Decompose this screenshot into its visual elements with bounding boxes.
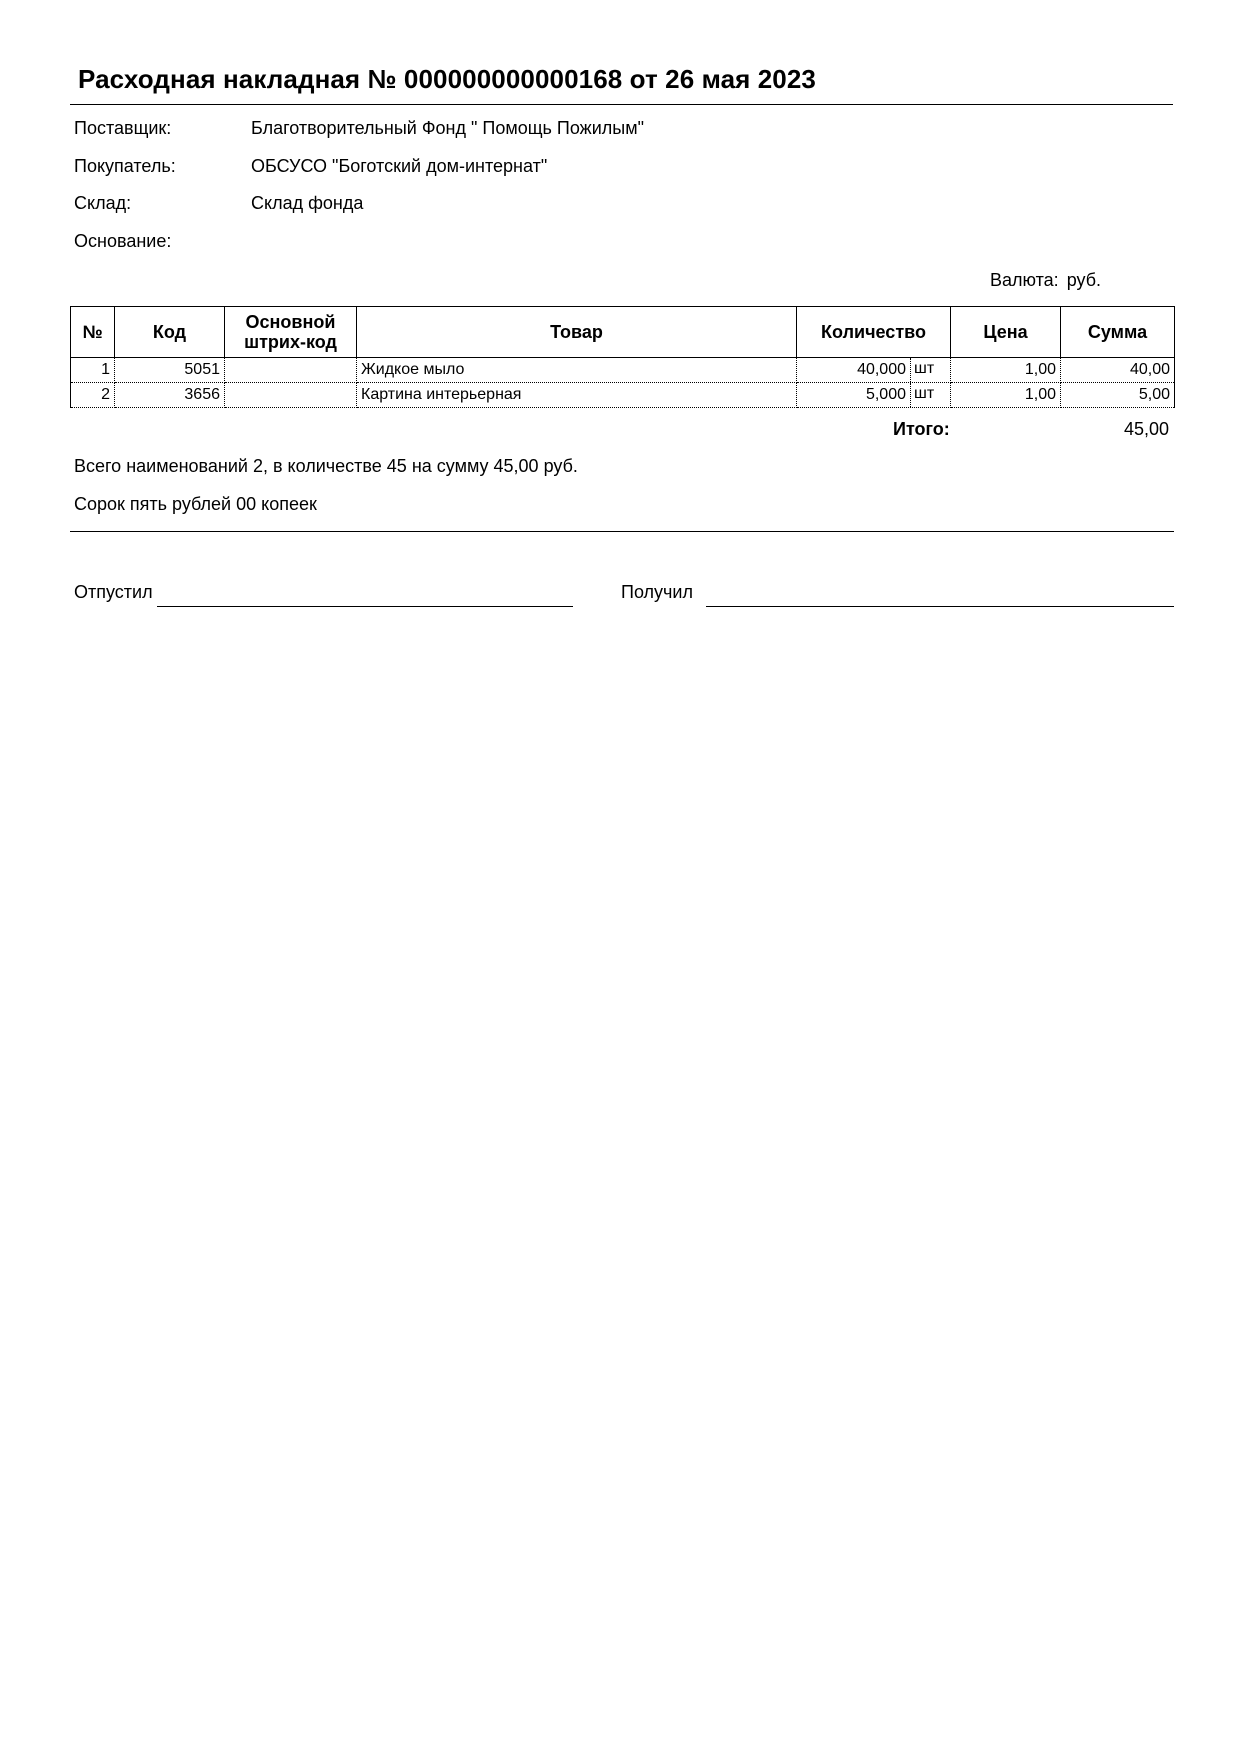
cell-sum: 40,00 xyxy=(1061,358,1175,383)
cell-unit: шт xyxy=(910,358,950,382)
released-label: Отпустил xyxy=(74,582,153,602)
cell-unit: шт xyxy=(910,383,950,407)
warehouse-value: Склад фонда xyxy=(251,193,364,213)
amount-in-words: Сорок пять рублей 00 копеек xyxy=(74,494,317,514)
table-row xyxy=(71,383,1175,408)
header-code: Код xyxy=(115,307,225,358)
cell-no: 1 xyxy=(71,358,115,383)
table-header-row xyxy=(71,307,1175,358)
received-signature-line xyxy=(706,606,1174,607)
cell-sum: 5,00 xyxy=(1061,383,1175,408)
cell-barcode xyxy=(225,358,357,383)
basis-label: Основание: xyxy=(74,231,172,251)
cell-no: 2 xyxy=(71,383,115,408)
total-label: Итого: xyxy=(893,419,950,439)
buyer-value: ОБСУСО "Боготский дом-интернат" xyxy=(251,156,548,176)
header-quantity: Количество xyxy=(797,307,951,358)
items-table xyxy=(70,306,1175,408)
header-sum: Сумма xyxy=(1061,307,1175,358)
cell-product: Картина интерьерная xyxy=(357,383,797,408)
table-row xyxy=(71,358,1175,383)
warehouse-label: Склад: xyxy=(74,193,132,213)
supplier-label: Поставщик: xyxy=(74,118,172,138)
currency-label: Валюта: xyxy=(990,270,1059,290)
header-product: Товар xyxy=(357,307,797,358)
totals-summary: Всего наименований 2, в количестве 45 на сумму 45,00 руб. xyxy=(74,456,578,476)
cell-quantity xyxy=(797,358,951,383)
currency xyxy=(990,270,1101,291)
cell-code: 5051 xyxy=(115,358,225,383)
cell-quantity-value: 40,000 xyxy=(857,361,906,378)
cell-barcode xyxy=(225,383,357,408)
cell-code: 3656 xyxy=(115,383,225,408)
title-divider xyxy=(70,104,1173,105)
summary-divider xyxy=(70,531,1174,532)
header-no: № xyxy=(71,307,115,358)
cell-price: 1,00 xyxy=(951,383,1061,408)
total-value: 45,00 xyxy=(1124,419,1170,439)
cell-quantity xyxy=(797,383,951,408)
cell-product: Жидкое мыло xyxy=(357,358,797,383)
buyer-label: Покупатель: xyxy=(74,156,176,176)
released-signature-line xyxy=(157,606,573,607)
cell-quantity-value: 5,000 xyxy=(865,386,906,403)
currency-value: руб. xyxy=(1066,270,1102,290)
header-price: Цена xyxy=(951,307,1061,358)
header-barcode: Основной штрих-код xyxy=(225,307,357,358)
supplier-value: Благотворительный Фонд " Помощь Пожилым" xyxy=(251,118,644,138)
received-label: Получил xyxy=(621,582,693,602)
document-title: Расходная накладная № 000000000000168 от 26 мая 2023 xyxy=(78,64,816,94)
cell-price: 1,00 xyxy=(951,358,1061,383)
